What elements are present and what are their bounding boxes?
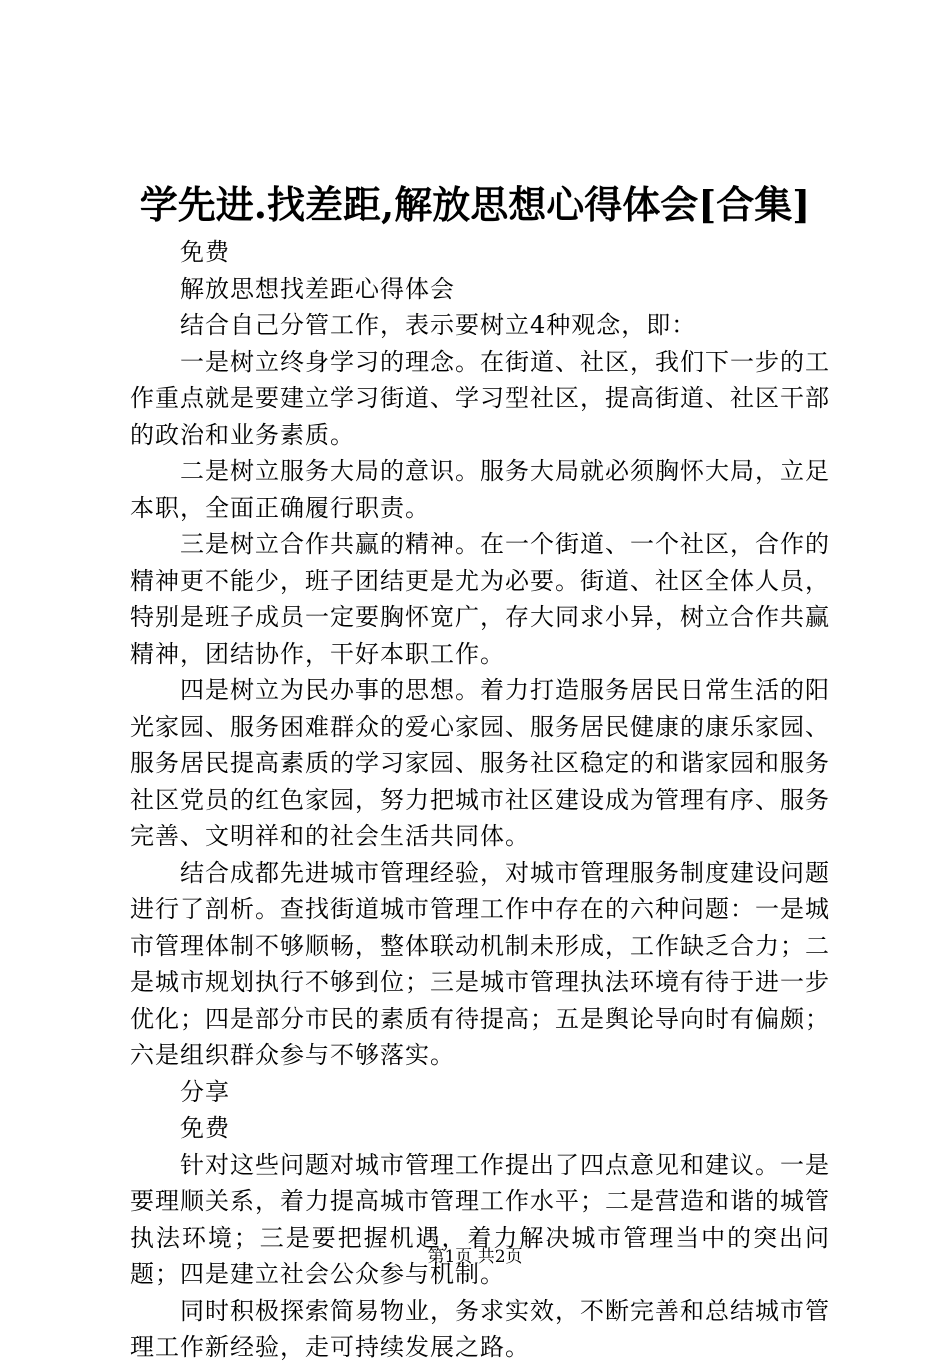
paragraph-share: 分享 — [180, 1077, 230, 1106]
paragraph-subtitle: 解放思想找差距心得体会 — [180, 274, 455, 303]
paragraph-point-1: 一是树立终身学习的理念。在街道、社区，我们下一步的工作重点就是要建立学习街道、学习型社区，提高街道、社区干部的政治和业务素质。 — [130, 347, 830, 449]
paragraph-point-2: 二是树立服务大局的意识。服务大局就必须胸怀大局，立足本职，全面正确履行职责。 — [130, 457, 830, 522]
paragraph-free-2: 免费 — [180, 1114, 230, 1142]
paragraph-intro: 结合自己分管工作，表示要树立4种观念，即： — [180, 311, 697, 339]
document-body — [130, 234, 830, 1366]
document-title: 学先进.找差距,解放思想心得体会[合集] — [139, 182, 811, 227]
paragraph-conclusion: 同时积极探索简易物业，务求实效，不断完善和总结城市管理工作新经验，走可持续发展之路。 — [130, 1296, 830, 1361]
paragraph-point-3: 三是树立合作共赢的精神。在一个街道、一个社区，合作的精神更不能少，班子团结更是尤为必要。街道、社区全体人员，特别是班子成员一定要胸怀宽广，存大同求小异，树立合作共赢精神，团结协作，干好本职工作。 — [130, 530, 830, 668]
paragraph-suggestions: 针对这些问题对城市管理工作提出了四点意见和建议。一是要理顺关系，着力提高城市管理工作水平；二是营造和谐的城管执法环境；三是要把握机遇，着力解决城市管理当中的突出问题；四是建立社会公众参与机制。 — [130, 1150, 830, 1288]
paragraph-analysis: 结合成都先进城市管理经验，对城市管理服务制度建设问题进行了剖析。查找街道城市管理工作中存在的六种问题：一是城市管理体制不够顺畅，整体联动机制未形成，工作缺乏合力；二是城市规划执行不够到位；三是城市管理执法环境有待于进一步优化；四是部分市民的素质有待提高；五是舆论导向时有偏颇；六是组织群众参与不够落实。 — [130, 858, 830, 1069]
paragraph-point-4: 四是树立为民办事的思想。着力打造服务居民日常生活的阳光家园、服务困难群众的爱心家园、服务居民健康的康乐家园、服务居民提高素质的学习家园、服务社区稳定的和谐家园和服务社区党员的红色家园，努力把城市社区建设成为管理有序、服务完善、文明祥和的社会生活共同体。 — [130, 676, 830, 850]
page-number: 第1页 共2页 — [427, 1247, 523, 1267]
paragraph-free-1: 免费 — [180, 238, 230, 266]
